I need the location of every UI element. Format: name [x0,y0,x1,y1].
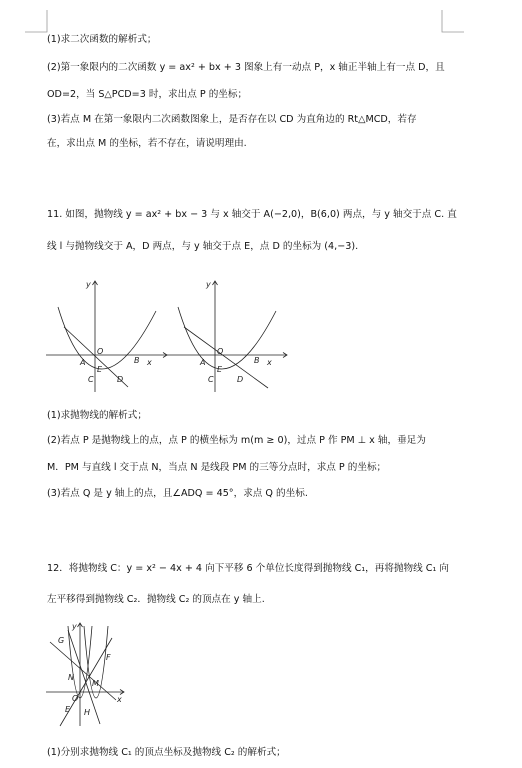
label-F: F [106,653,111,662]
parabola-curve [178,307,276,369]
label-y: y [86,280,91,289]
label-M: M [92,679,99,688]
p11-q3: (3)若点 Q 是 y 轴上的点，且∠ADQ = 45°，求点 Q 的坐标. [47,488,308,499]
label-B: B [254,356,260,365]
label-D: D [117,375,124,384]
p12-stem-line2: 左平移得到抛物线 C₂．抛物线 C₂ 的顶点在 y 轴上. [47,594,265,605]
label-O: O [72,694,79,703]
label-E: E [217,365,223,374]
label-x: x [267,358,272,367]
label-C: C [208,375,214,384]
p11-figure-left [44,276,170,394]
label-N: N [68,673,74,682]
label-G: G [58,636,65,645]
crop-mark-top-left [25,10,49,34]
label-x: x [147,358,152,367]
p10-q3-line2: 在，求出点 M 的坐标，若不存在，请说明理由. [47,138,247,149]
p11-q2-line2: M．PM 与直线 l 交于点 N，当点 N 是线段 PM 的三等分点时，求点 P 的坐标； [47,462,387,473]
crop-mark-top-right [440,10,464,34]
label-A: A [80,358,86,367]
label-B: B [134,356,140,365]
label-x: x [117,695,122,704]
label-O: O [97,347,104,356]
p10-q2-line1: (2)第一象限内的二次函数 y = ax² + bx + 3 图象上有一动点 P，x 轴正半轴上有一点 D，且 [47,62,445,73]
parabola-curve [58,307,156,369]
label-C: C [88,375,94,384]
p11-stem-line2: 线 l 与抛物线交于 A，D 两点，与 y 轴交于点 E，点 D 的坐标为 (4,−3). [47,241,359,252]
p12-q1: (1)分别求抛物线 C₁ 的顶点坐标及抛物线 C₂ 的解析式； [47,747,286,758]
label-y: y [206,280,211,289]
p10-q1: (1)求二次函数的解析式； [47,34,157,45]
label-E: E [97,365,103,374]
label-D: D [237,375,244,384]
p11-q1: (1)求抛物线的解析式； [47,410,147,421]
label-H: H [84,708,91,717]
p12-figure [44,620,130,728]
p11-figure-right [164,276,290,394]
label-E: E [65,705,71,714]
label-O: O [217,347,224,356]
p12-stem-line1: 12．将抛物线 C：y = x² − 4x + 4 向下平移 6 个单位长度得到抛物线 C₁，再将抛物线 C₁ 向 [47,563,449,574]
p10-q3-line1: (3)若点 M 在第一象限内二次函数图象上，是否存在以 CD 为直角边的 Rt△MCD，若存 [47,114,417,125]
p11-stem-line1: 11. 如图，抛物线 y = ax² + bx − 3 与 x 轴交于 A(−2,0)，B(6,0) 两点，与 y 轴交于点 C. 直 [47,209,457,220]
label-y: y [72,622,77,631]
p11-q2-line1: (2)若点 P 是抛物线上的点，点 P 的横坐标为 m(m ≥ 0)，过点 P 作 PM ⊥ x 轴，垂足为 [47,435,426,446]
p10-q2-line2: OD=2，当 S△PCD=3 时，求出点 P 的坐标； [47,89,248,100]
label-A: A [200,358,206,367]
